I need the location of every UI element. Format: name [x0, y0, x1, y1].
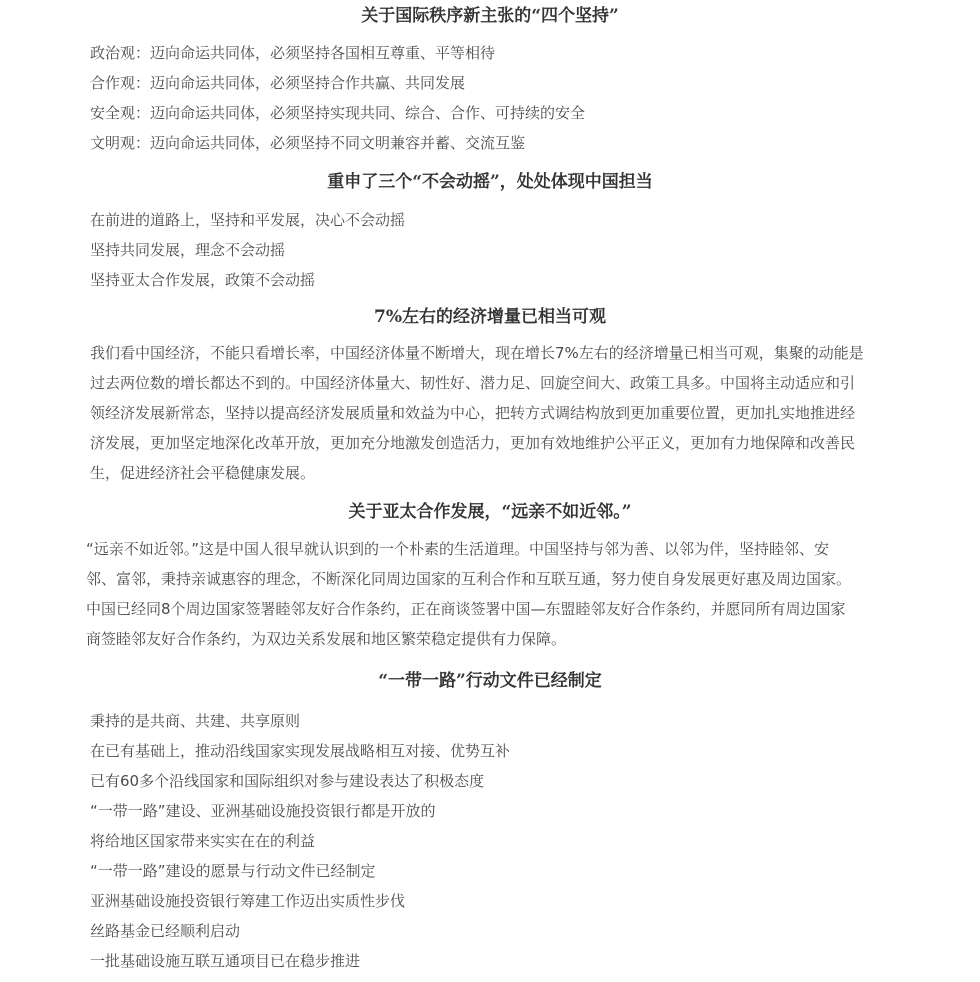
paragraph-line: 领经济发展新常态，坚持以提高经济发展质量和效益为中心，把转方式调结构放到更加重要位置，更加扎实地推进经 — [90, 404, 856, 422]
paragraph-line: 邻、富邻，秉持亲诚惠容的理念，不断深化同周边国家的互利合作和互联互通，努力使自身发展更好惠及周边国家。 — [86, 570, 852, 588]
section-heading-economic-growth: 7%左右的经济增量已相当可观 — [374, 307, 606, 327]
paragraph-line: 生，促进经济社会平稳健康发展。 — [90, 464, 316, 482]
section-heading-asia-pacific: 关于亚太合作发展，“远亲不如近邻。” — [348, 502, 632, 522]
list-item: 丝路基金已经顺利启动 — [90, 922, 241, 940]
list-item: 秉持的是共商、共建、共享原则 — [90, 712, 301, 730]
list-item: 文明观：迈向命运共同体，必须坚持不同文明兼容并蓄、交流互鉴 — [90, 134, 526, 152]
list-item: 在已有基础上，推动沿线国家实现发展战略相互对接、优势互补 — [90, 742, 511, 760]
list-item: “一带一路”建设、亚洲基础设施投资银行都是开放的 — [90, 802, 436, 820]
list-item: 将给地区国家带来实实在在的利益 — [90, 832, 316, 850]
list-item: 亚洲基础设施投资银行筹建工作迈出实质性步伐 — [90, 892, 406, 910]
list-item: 政治观：迈向命运共同体，必须坚持各国相互尊重、平等相待 — [90, 44, 496, 62]
paragraph-line: 商签睦邻友好合作条约，为双边关系发展和地区繁荣稳定提供有力保障。 — [86, 630, 567, 648]
list-item: 一批基础设施互联互通项目已在稳步推进 — [90, 952, 361, 970]
section-heading-three-unwavering: 重申了三个“不会动摇”，处处体现中国担当 — [327, 172, 653, 192]
neighbors-paragraph — [86, 534, 851, 654]
section-heading-four-persists: 关于国际秩序新主张的“四个坚持” — [361, 6, 619, 26]
paragraph-line: 中国已经同8个周边国家签署睦邻友好合作条约，正在商谈签署中国—东盟睦邻友好合作条约，并愿同所有周边国家 — [86, 600, 846, 618]
paragraph-line: “远亲不如近邻。”这是中国人很早就认识到的一个朴素的生活道理。中国坚持与邻为善、以邻为伴，坚持睦邻、安 — [86, 540, 830, 558]
list-item: 合作观：迈向命运共同体，必须坚持合作共赢、共同发展 — [90, 74, 466, 92]
list-item: 坚持亚太合作发展，政策不会动摇 — [90, 271, 316, 289]
list-item: 已有60多个沿线国家和国际组织对参与建设表达了积极态度 — [90, 772, 485, 790]
economy-paragraph — [90, 338, 864, 488]
section-heading-belt-and-road: “一带一路”行动文件已经制定 — [378, 671, 602, 691]
paragraph-line: 我们看中国经济，不能只看增长率，中国经济体量不断增大，现在增长7%左右的经济增量已相当可观，集聚的动能是 — [90, 344, 864, 362]
list-item: 在前进的道路上，坚持和平发展，决心不会动摇 — [90, 211, 406, 229]
list-item: 坚持共同发展，理念不会动摇 — [90, 241, 286, 259]
list-item: “一带一路”建设的愿景与行动文件已经制定 — [90, 862, 376, 880]
paragraph-line: 过去两位数的增长都达不到的。中国经济体量大、韧性好、潜力足、回旋空间大、政策工具多。中国将主动适应和引 — [90, 374, 856, 392]
paragraph-line: 济发展，更加坚定地深化改革开放，更加充分地激发创造活力，更加有效地维护公平正义，更加有力地保障和改善民 — [90, 434, 856, 452]
list-item: 安全观：迈向命运共同体，必须坚持实现共同、综合、合作、可持续的安全 — [90, 104, 586, 122]
